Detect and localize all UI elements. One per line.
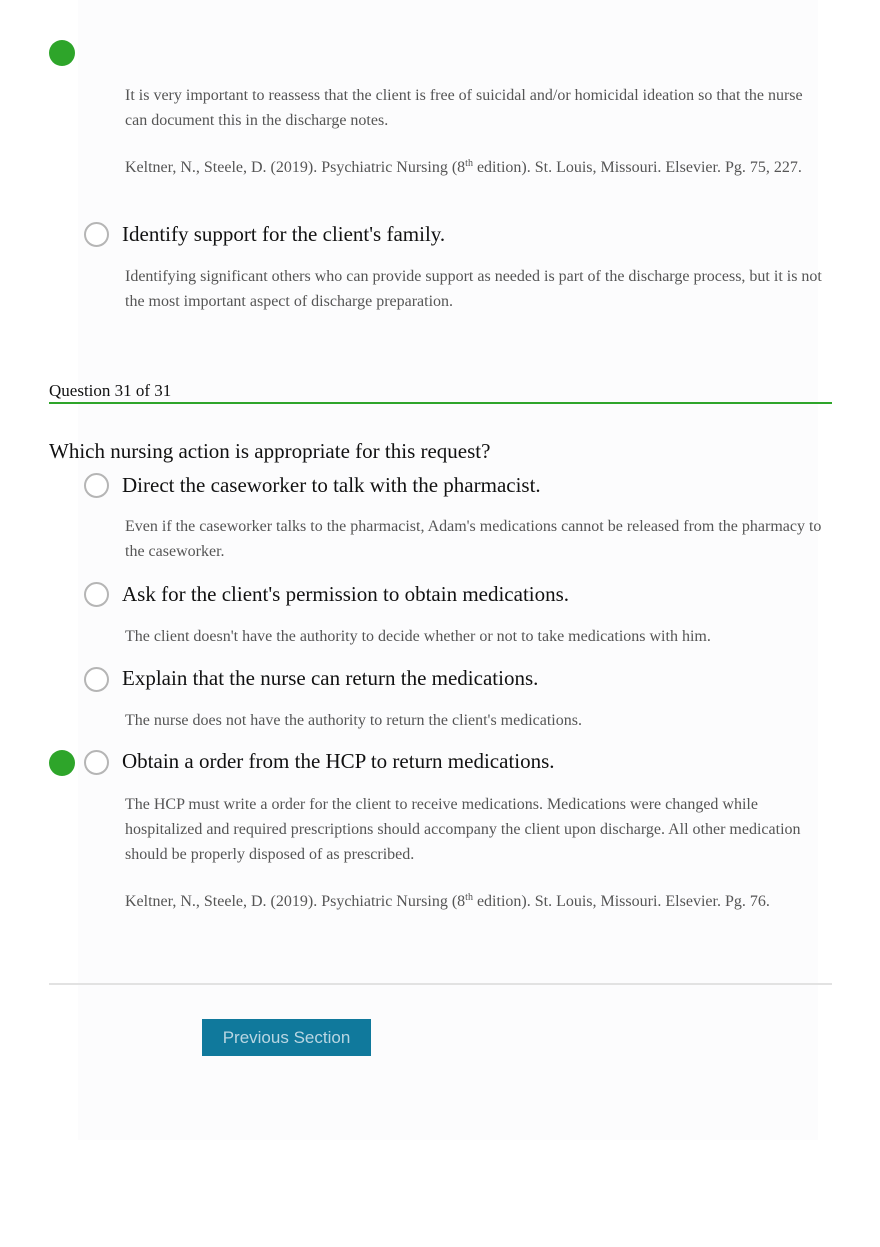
citation-text: Keltner, N., Steele, D. (2019). Psychiatric Nursing (8 xyxy=(125,159,466,176)
option-4-label: Obtain a order from the HCP to return medications. xyxy=(122,749,555,773)
option-label: Identify support for the client's family. xyxy=(122,222,446,246)
option-3-label: Explain that the nurse can return the medications. xyxy=(122,666,539,690)
previous-section-button[interactable]: Previous Section xyxy=(202,1019,371,1056)
reference-citation xyxy=(125,889,827,914)
question-divider xyxy=(49,402,832,404)
option-2-feedback: The client doesn't have the authority to decide whether or not to take medications with him. xyxy=(125,628,711,645)
option-2-radio-button[interactable] xyxy=(84,582,109,607)
option-2-label: Ask for the client's permission to obtain medications. xyxy=(122,582,570,606)
question-text: Which nursing action is appropriate for this request? xyxy=(49,439,491,463)
section-divider xyxy=(49,983,832,985)
citation-text-rest: edition). St. Louis, Missouri. Elsevier. Pg. 75, 227. xyxy=(472,159,802,176)
correct-answer-indicator-icon xyxy=(49,40,75,66)
option-3-feedback: The nurse does not have the authority to return the client's medications. xyxy=(125,712,582,729)
option-radio-button[interactable] xyxy=(84,222,109,247)
option-4-feedback: The HCP must write a order for the client to receive medications. Medications were changed while hospitalized and required prescriptions should accompany the client upon discharge. All other medication should be properly disposed of as prescribed. xyxy=(125,796,801,863)
correct-answer-indicator-icon xyxy=(49,750,75,776)
citation-superscript: th xyxy=(465,158,473,169)
reference-citation xyxy=(125,155,827,180)
option-1-label: Direct the caseworker to talk with the pharmacist. xyxy=(122,473,541,497)
question-counter: Question 31 of 31 xyxy=(49,381,172,400)
citation-text-rest: edition). St. Louis, Missouri. Elsevier. Pg. 76. xyxy=(472,893,770,910)
option-1-feedback: Even if the caseworker talks to the pharmacist, Adam's medications cannot be released from the pharmacy to the caseworker. xyxy=(125,518,822,560)
option-feedback: Identifying significant others who can provide support as needed is part of the discharge process, but it is not the most important aspect of discharge preparation. xyxy=(125,268,822,310)
option-1-radio-button[interactable] xyxy=(84,473,109,498)
citation-superscript: th xyxy=(465,892,473,903)
option-4-radio-button[interactable] xyxy=(84,750,109,775)
selected-answer-feedback: It is very important to reassess that the client is free of suicidal and/or homicidal ideation so that the nurse can document this in the discharge notes. xyxy=(125,87,803,129)
citation-text: Keltner, N., Steele, D. (2019). Psychiatric Nursing (8 xyxy=(125,893,466,910)
option-3-radio-button[interactable] xyxy=(84,667,109,692)
